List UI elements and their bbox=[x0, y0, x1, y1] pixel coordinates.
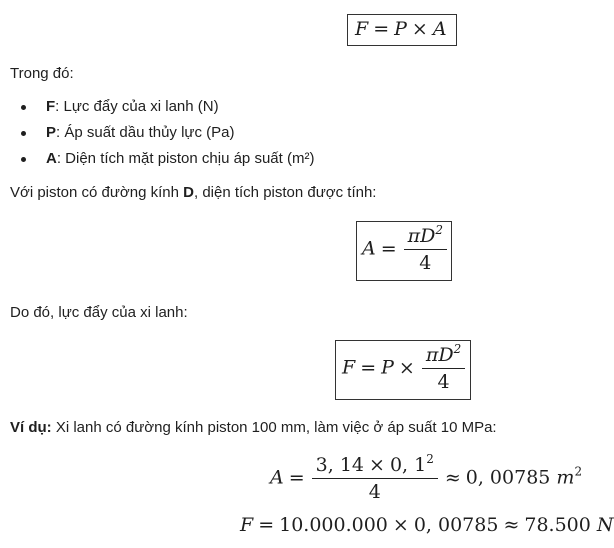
desc-f: : Lực đẩy của xi lanh (N) bbox=[55, 98, 219, 115]
list-item-pressure bbox=[22, 123, 235, 143]
fraction-area-example: $\frac{3, 14 \times 0, 1^2}{4}$ bbox=[312, 454, 438, 503]
list-item-force bbox=[22, 97, 219, 117]
formula-force-full: F = P × $\frac{\pi D^2}{4}$ bbox=[342, 344, 467, 393]
formula-area-example: A = $\frac{3, 14 \times 0, 1^2}{4}$ ≈ 0, 00785 $m^2$ bbox=[270, 452, 583, 503]
term-a: A bbox=[46, 150, 57, 167]
fraction-area: $\frac{\pi D^2}{4}$ bbox=[404, 225, 447, 274]
fraction-force: $\frac{\pi D^2}{4}$ bbox=[422, 344, 465, 393]
formula-area: A = $\frac{\pi D^2}{4}$ bbox=[362, 225, 449, 274]
term-p: P bbox=[46, 124, 57, 141]
term-d: D bbox=[183, 184, 194, 201]
list-item-area bbox=[22, 149, 315, 169]
piston-diameter-text: Với piston có đường kính D, diện tích piston được tính: bbox=[10, 184, 377, 201]
desc-a: : Diện tích mặt piston chịu áp suất (m²) bbox=[56, 150, 315, 167]
var-f: F bbox=[355, 18, 369, 40]
example-text: Ví dụ: Xi lanh có đường kính piston 100 mm, làm việc ở áp suất 10 MPa: bbox=[10, 419, 497, 436]
var-a: A bbox=[432, 18, 447, 40]
var-a: A bbox=[362, 237, 376, 260]
equals-sign: = bbox=[373, 18, 390, 40]
var-p: P bbox=[394, 18, 407, 40]
formula-force bbox=[355, 18, 447, 40]
example-label: Ví dụ: bbox=[10, 419, 52, 436]
force-text: Do đó, lực đẩy của xi lanh: bbox=[10, 304, 188, 321]
intro-text: Trong đó: bbox=[10, 65, 74, 82]
formula-force-example: F = 10.000.000 × 0, 00785 ≈ 78.500 N bbox=[240, 514, 614, 536]
times-sign: × bbox=[411, 18, 428, 40]
term-f: F bbox=[46, 98, 56, 115]
desc-p: : Áp suất dầu thủy lực (Pa) bbox=[56, 124, 235, 141]
